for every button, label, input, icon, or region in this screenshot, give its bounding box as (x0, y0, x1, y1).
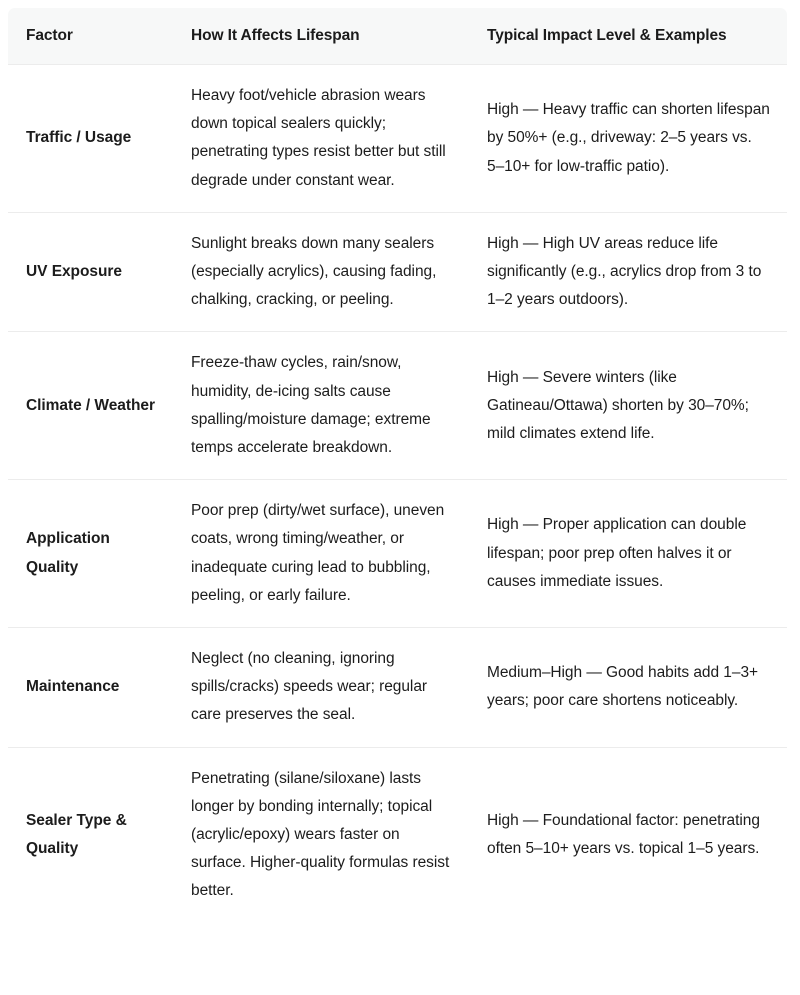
cell-factor: Climate / Weather (8, 332, 173, 480)
table-header (8, 8, 787, 65)
cell-impact: High — Foundational factor: penetrating often 5–10+ years vs. topical 1–5 years. (469, 747, 787, 923)
table-body (8, 65, 787, 923)
cell-effect: Penetrating (silane/siloxane) lasts longer by bonding internally; topical (acrylic/epoxy) wears faster on surface. Higher-quality formulas resist better. (173, 747, 469, 923)
cell-impact: High — Severe winters (like Gatineau/Ottawa) shorten by 30–70%; mild climates extend life. (469, 332, 787, 480)
cell-factor: Traffic / Usage (8, 65, 173, 213)
column-header-effect: How It Affects Lifespan (191, 27, 360, 44)
table-row (8, 332, 787, 480)
cell-impact: High — Proper application can double lifespan; poor prep often halves it or causes immediate issues. (469, 480, 787, 628)
table-header-row (8, 8, 787, 65)
column-header-factor: Factor (26, 27, 73, 44)
cell-effect: Freeze-thaw cycles, rain/snow, humidity, de-icing salts cause spalling/moisture damage; extreme temps accelerate breakdown. (173, 332, 469, 480)
factors-table-container (8, 8, 787, 923)
cell-impact: High — Heavy traffic can shorten lifespan by 50%+ (e.g., driveway: 2–5 years vs. 5–10+ for low-traffic patio). (469, 65, 787, 213)
cell-factor: Maintenance (8, 628, 173, 748)
table-row (8, 747, 787, 923)
table-row (8, 628, 787, 748)
cell-impact: Medium–High — Good habits add 1–3+ years; poor care shortens noticeably. (469, 628, 787, 748)
factors-table (8, 8, 787, 923)
cell-effect: Heavy foot/vehicle abrasion wears down topical sealers quickly; penetrating types resist better but still degrade under constant wear. (173, 65, 469, 213)
cell-factor: Application Quality (8, 480, 173, 628)
cell-effect: Poor prep (dirty/wet surface), uneven coats, wrong timing/weather, or inadequate curing lead to bubbling, peeling, or early failure. (173, 480, 469, 628)
cell-effect: Neglect (no cleaning, ignoring spills/cracks) speeds wear; regular care preserves the seal. (173, 628, 469, 748)
cell-impact: High — High UV areas reduce life significantly (e.g., acrylics drop from 3 to 1–2 years outdoors). (469, 212, 787, 332)
cell-factor: Sealer Type & Quality (8, 747, 173, 923)
table-row (8, 212, 787, 332)
table-row (8, 65, 787, 213)
cell-effect: Sunlight breaks down many sealers (especially acrylics), causing fading, chalking, cracking, or peeling. (173, 212, 469, 332)
column-header-impact: Typical Impact Level & Examples (487, 27, 727, 44)
table-row (8, 480, 787, 628)
cell-factor: UV Exposure (8, 212, 173, 332)
